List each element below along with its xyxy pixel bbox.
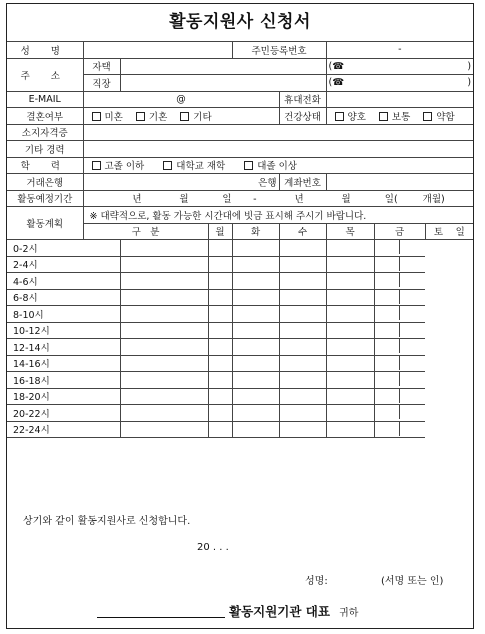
resident-no-field[interactable] bbox=[326, 42, 473, 59]
schedule-cell[interactable] bbox=[374, 240, 425, 257]
home-label: 자택 bbox=[83, 58, 120, 75]
schedule-cell[interactable] bbox=[208, 240, 232, 257]
work-phone-field[interactable] bbox=[326, 75, 473, 92]
checkbox-icon bbox=[163, 161, 172, 170]
schedule-cell[interactable] bbox=[208, 421, 232, 438]
schedule-cell[interactable] bbox=[279, 273, 326, 290]
health-options bbox=[326, 108, 473, 125]
address-label: 주 소 bbox=[7, 58, 83, 91]
schedule-header-fri: 금 bbox=[374, 223, 425, 240]
time-slot-row bbox=[7, 322, 473, 339]
schedule-cell[interactable] bbox=[208, 322, 232, 339]
resident-no-label: 주민등록번호 bbox=[232, 42, 326, 59]
agency-blank[interactable] bbox=[97, 605, 225, 618]
schedule-cell[interactable] bbox=[232, 339, 279, 356]
marital-options bbox=[83, 108, 279, 125]
time-slot-label: 10-12시 bbox=[7, 322, 120, 339]
bank-label: 거래은행 bbox=[7, 174, 83, 191]
schedule-cell-sat[interactable] bbox=[375, 289, 400, 304]
work-address-field[interactable] bbox=[120, 75, 326, 92]
checkbox-icon bbox=[180, 112, 189, 121]
period-end-day: 일( bbox=[384, 194, 398, 206]
schedule-cell[interactable] bbox=[279, 339, 326, 356]
name-label: 성 명 bbox=[7, 42, 83, 59]
checkbox-icon bbox=[379, 112, 388, 121]
schedule-header-category: 구 분 bbox=[83, 223, 208, 240]
checkbox-icon bbox=[335, 112, 344, 121]
account-no-label: 계좌번호 bbox=[279, 174, 326, 191]
education-options bbox=[83, 157, 473, 174]
schedule-cell[interactable] bbox=[374, 339, 425, 356]
time-slot-row bbox=[7, 421, 473, 438]
schedule-cell[interactable] bbox=[120, 355, 208, 372]
schedule-cell[interactable] bbox=[120, 339, 208, 356]
resident-no-dash: - bbox=[398, 44, 402, 56]
schedule-cell-sat[interactable] bbox=[375, 339, 400, 354]
period-label: 활동예정기간 bbox=[7, 190, 83, 207]
signature-label: 성명: bbox=[305, 576, 328, 587]
time-slot-label: 6-8시 bbox=[7, 289, 120, 306]
schedule-cell-sat[interactable] bbox=[375, 355, 400, 370]
schedule-cell[interactable] bbox=[120, 273, 208, 290]
row-plan-note bbox=[7, 207, 473, 224]
schedule-cell[interactable] bbox=[374, 405, 425, 422]
mobile-field[interactable] bbox=[326, 91, 473, 108]
schedule-cell[interactable] bbox=[232, 306, 279, 323]
time-slot-label: 20-22시 bbox=[7, 405, 120, 422]
schedule-cell[interactable] bbox=[208, 289, 232, 306]
time-slot-row bbox=[7, 240, 473, 257]
schedule-cell-sat[interactable] bbox=[375, 256, 400, 271]
schedule-cell[interactable] bbox=[279, 421, 326, 438]
schedule-cell[interactable] bbox=[279, 306, 326, 323]
schedule-cell[interactable] bbox=[232, 322, 279, 339]
schedule-cell[interactable] bbox=[120, 306, 208, 323]
schedule-cell[interactable] bbox=[120, 322, 208, 339]
email-at: @ bbox=[176, 93, 186, 105]
schedule-cell[interactable] bbox=[208, 388, 232, 405]
schedule-cell[interactable] bbox=[326, 289, 374, 306]
schedule-cell-sat[interactable] bbox=[375, 421, 400, 436]
time-slot-label: 18-20시 bbox=[7, 388, 120, 405]
schedule-cell[interactable] bbox=[279, 372, 326, 389]
education-option-highschool[interactable]: 고졸 이하 bbox=[92, 161, 145, 172]
schedule-header-sun: 일 bbox=[455, 227, 465, 239]
row-email bbox=[7, 91, 473, 108]
schedule-cell[interactable] bbox=[232, 289, 279, 306]
schedule-cell[interactable] bbox=[279, 256, 326, 273]
period-end-month: 월 bbox=[341, 194, 351, 206]
home-phone-close: ) bbox=[467, 60, 472, 72]
row-license bbox=[7, 124, 473, 141]
time-slot-label: 16-18시 bbox=[7, 372, 120, 389]
agency-title: 활동지원기관 대표 bbox=[229, 604, 330, 619]
form-title: 활동지원사 신청서 bbox=[7, 4, 473, 42]
mobile-label: 휴대전화 bbox=[279, 91, 326, 108]
period-end-year: 년 bbox=[294, 194, 304, 206]
schedule-cell[interactable] bbox=[374, 322, 425, 339]
schedule-cell[interactable] bbox=[374, 421, 425, 438]
schedule-cell[interactable] bbox=[326, 405, 374, 422]
period-start-year: 년 bbox=[132, 194, 142, 206]
schedule-cell[interactable] bbox=[232, 273, 279, 290]
marital-option-married[interactable]: 기혼 bbox=[136, 112, 167, 123]
schedule-cell[interactable] bbox=[279, 405, 326, 422]
schedule-cell[interactable] bbox=[232, 240, 279, 257]
application-form bbox=[6, 3, 474, 629]
schedule-cell[interactable] bbox=[326, 421, 374, 438]
schedule-cell[interactable] bbox=[208, 339, 232, 356]
schedule-cell[interactable] bbox=[208, 273, 232, 290]
account-no-field[interactable] bbox=[326, 174, 473, 191]
schedule-cell[interactable] bbox=[208, 372, 232, 389]
schedule-cell[interactable] bbox=[232, 372, 279, 389]
marital-option-other[interactable]: 기타 bbox=[180, 112, 211, 123]
career-label: 기타 경력 bbox=[7, 141, 83, 158]
row-marital-health bbox=[7, 108, 473, 125]
marital-label: 결혼여부 bbox=[7, 108, 83, 125]
schedule-cell-sat[interactable] bbox=[375, 388, 400, 403]
schedule-cell[interactable] bbox=[374, 289, 425, 306]
plan-note: ※ 대략적으로, 활동 가능한 시간대에 빗금 표시해 주시기 바랍니다. bbox=[83, 207, 473, 224]
time-slot-row bbox=[7, 339, 473, 356]
schedule-header-sat-sun bbox=[425, 223, 473, 240]
agency-line bbox=[97, 602, 358, 620]
email-label: E-MAIL bbox=[7, 91, 83, 108]
education-option-college[interactable]: 대학교 재학 bbox=[163, 161, 225, 172]
schedule-cell-sat[interactable] bbox=[375, 240, 400, 255]
schedule-cell[interactable] bbox=[232, 421, 279, 438]
plan-label: 활동계획 bbox=[7, 207, 83, 240]
schedule-cell[interactable] bbox=[374, 372, 425, 389]
schedule-cell[interactable] bbox=[120, 256, 208, 273]
schedule-cell-sat[interactable] bbox=[375, 372, 400, 387]
closing-section bbox=[7, 500, 473, 628]
schedule-cell[interactable] bbox=[120, 388, 208, 405]
schedule-cell[interactable] bbox=[232, 256, 279, 273]
schedule-header-sat: 토 bbox=[433, 227, 443, 239]
schedule-cell[interactable] bbox=[232, 405, 279, 422]
period-start-month: 월 bbox=[179, 194, 189, 206]
schedule-cell[interactable] bbox=[120, 289, 208, 306]
schedule-cell[interactable] bbox=[208, 355, 232, 372]
checkbox-icon bbox=[136, 112, 145, 121]
health-label: 건강상태 bbox=[279, 108, 326, 125]
checkbox-icon bbox=[92, 112, 101, 121]
schedule-cell[interactable] bbox=[120, 405, 208, 422]
time-slot-label: 2-4시 bbox=[7, 256, 120, 273]
bank-field[interactable] bbox=[83, 174, 279, 191]
health-option-fair[interactable]: 보통 bbox=[379, 112, 410, 123]
bank-suffix: 은행 bbox=[258, 177, 277, 189]
row-education bbox=[7, 157, 473, 174]
row-name bbox=[7, 42, 473, 59]
time-slot-label: 4-6시 bbox=[7, 273, 120, 290]
time-slot-row bbox=[7, 388, 473, 405]
schedule-cell[interactable] bbox=[326, 322, 374, 339]
schedule-cell-sat[interactable] bbox=[375, 273, 400, 288]
license-field[interactable] bbox=[83, 124, 473, 141]
health-option-weak[interactable]: 약함 bbox=[423, 112, 454, 123]
time-slot-row bbox=[7, 256, 473, 273]
schedule-cell[interactable] bbox=[374, 256, 425, 273]
schedule-cell[interactable] bbox=[326, 306, 374, 323]
schedule-body bbox=[7, 240, 473, 438]
period-field[interactable] bbox=[83, 190, 473, 207]
schedule-cell[interactable] bbox=[120, 421, 208, 438]
schedule-cell[interactable] bbox=[208, 256, 232, 273]
date-line: 20 . . . bbox=[197, 542, 229, 553]
period-months: 개월) bbox=[422, 194, 445, 206]
schedule-cell[interactable] bbox=[232, 388, 279, 405]
time-slot-label: 12-14시 bbox=[7, 339, 120, 356]
time-slot-row bbox=[7, 405, 473, 422]
education-option-graduate[interactable]: 대졸 이상 bbox=[244, 161, 297, 172]
schedule-cell[interactable] bbox=[326, 240, 374, 257]
period-start-day: 일 bbox=[222, 194, 232, 206]
schedule-header-mon: 월 bbox=[208, 223, 232, 240]
work-phone-close: ) bbox=[467, 77, 472, 89]
schedule-cell[interactable] bbox=[374, 306, 425, 323]
schedule-cell-sat[interactable] bbox=[375, 306, 400, 321]
name-field[interactable] bbox=[83, 42, 232, 59]
time-slot-label: 8-10시 bbox=[7, 306, 120, 323]
time-slot-row bbox=[7, 355, 473, 372]
schedule-cell[interactable] bbox=[374, 388, 425, 405]
schedule-cell[interactable] bbox=[120, 372, 208, 389]
period-dash: - bbox=[253, 194, 257, 206]
home-phone-open: (☎ bbox=[328, 60, 345, 72]
schedule-cell[interactable] bbox=[326, 372, 374, 389]
education-label: 학 력 bbox=[7, 157, 83, 174]
schedule-cell[interactable] bbox=[326, 388, 374, 405]
applicant-info-table bbox=[7, 41, 473, 438]
schedule-cell[interactable] bbox=[279, 289, 326, 306]
work-label: 직장 bbox=[83, 75, 120, 92]
schedule-cell[interactable] bbox=[326, 355, 374, 372]
schedule-cell[interactable] bbox=[120, 240, 208, 257]
home-address-field[interactable] bbox=[120, 58, 326, 75]
schedule-cell-sat[interactable] bbox=[375, 405, 400, 420]
health-option-good[interactable]: 양호 bbox=[335, 112, 366, 123]
email-field[interactable] bbox=[83, 91, 279, 108]
time-slot-row bbox=[7, 372, 473, 389]
row-period bbox=[7, 190, 473, 207]
schedule-header-wed: 수 bbox=[279, 223, 326, 240]
checkbox-icon bbox=[92, 161, 101, 170]
schedule-cell[interactable] bbox=[208, 306, 232, 323]
time-slot-label: 14-16시 bbox=[7, 355, 120, 372]
time-slot-row bbox=[7, 289, 473, 306]
row-career bbox=[7, 141, 473, 158]
schedule-cell[interactable] bbox=[326, 273, 374, 290]
closing-statement: 상기와 같이 활동지원사로 신청합니다. bbox=[23, 516, 191, 527]
time-slot-label: 0-2시 bbox=[7, 240, 120, 257]
row-address-home bbox=[7, 58, 473, 75]
row-bank bbox=[7, 174, 473, 191]
schedule-cell[interactable] bbox=[208, 405, 232, 422]
time-slot-row bbox=[7, 273, 473, 290]
checkbox-icon bbox=[423, 112, 432, 121]
schedule-header-tue: 화 bbox=[232, 223, 279, 240]
schedule-header-thu: 목 bbox=[326, 223, 374, 240]
schedule-cell[interactable] bbox=[279, 388, 326, 405]
schedule-cell[interactable] bbox=[279, 322, 326, 339]
checkbox-icon bbox=[244, 161, 253, 170]
time-slot-label: 22-24시 bbox=[7, 421, 120, 438]
schedule-cell[interactable] bbox=[326, 256, 374, 273]
schedule-cell-sat[interactable] bbox=[375, 322, 400, 337]
marital-option-single[interactable]: 미혼 bbox=[92, 112, 123, 123]
work-phone-open: (☎ bbox=[328, 77, 345, 89]
time-slot-row bbox=[7, 306, 473, 323]
career-field[interactable] bbox=[83, 141, 473, 158]
schedule-cell[interactable] bbox=[374, 355, 425, 372]
honorific: 귀하 bbox=[339, 608, 359, 619]
schedule-cell[interactable] bbox=[374, 273, 425, 290]
schedule-cell[interactable] bbox=[279, 240, 326, 257]
license-label: 소지자격증 bbox=[7, 124, 83, 141]
schedule-cell[interactable] bbox=[279, 355, 326, 372]
signature-hint: (서명 또는 인) bbox=[381, 576, 444, 587]
home-phone-field[interactable] bbox=[326, 58, 473, 75]
schedule-cell[interactable] bbox=[232, 355, 279, 372]
schedule-cell[interactable] bbox=[326, 339, 374, 356]
